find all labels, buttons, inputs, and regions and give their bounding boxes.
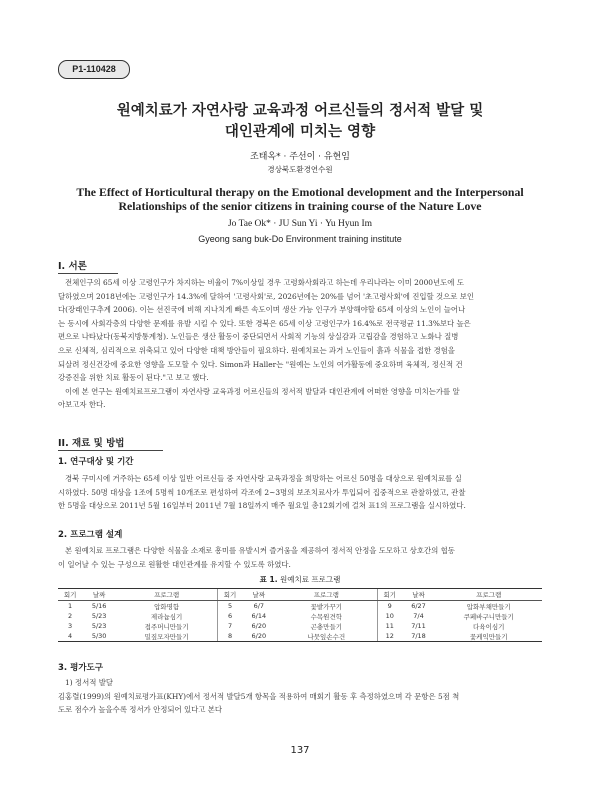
- table-cell: 접주머니만들기: [144, 622, 189, 631]
- text-line: 경북 구미시에 거주하는 65세 이상 일반 어르신들 중 자연사랑 교육과정을 희망하는 어르신 50명을 대상으로 원예치료를 실: [65, 474, 462, 483]
- english-title-line: The Effect of Horticultural therapy on the Emotional development and the Interpersonal: [76, 185, 524, 199]
- table-header: 날짜: [242, 589, 276, 601]
- table-header-row: [58, 589, 542, 601]
- table-cell: 2: [68, 612, 73, 620]
- table-cell: 7/4: [413, 612, 424, 620]
- text-line: 달하였으며 2018년에는 고령인구가 14.3%에 달하여 '고령사회'로, 2026년에는 20%를 넘어 '초고령사회'에 진입할 것으로 보인: [58, 291, 475, 301]
- table-caption: [0, 574, 600, 585]
- table-cell: 6/20: [242, 631, 276, 642]
- text-line: 이에 본 연구는 원예치료프로그램이 자연사랑 교육과정 어르신들의 정서적 발달과 대인관계에 어떠한 영향을 미치는가를 알: [65, 386, 460, 396]
- table-cell: 8: [218, 631, 242, 642]
- table-cell: 12: [377, 631, 401, 642]
- table-row: [58, 611, 542, 621]
- table-header: 프로그램: [276, 589, 378, 601]
- english-title: [20, 186, 580, 213]
- text-line: 강증진을 위한 치료 활동이 된다."고 보고 했다.: [58, 373, 209, 383]
- paper-id-badge: P1-110428: [58, 60, 130, 79]
- table-cell: 5: [218, 601, 242, 612]
- table-row: [58, 631, 542, 642]
- table-cell: 6/14: [251, 612, 267, 620]
- table-header: 프로그램: [116, 589, 218, 601]
- evaluation-paragraph: [58, 676, 542, 717]
- text-line: 되살려 정신건강에 중요한 영향을 도모할 수 있다. Simon과 Haller는 "원예는 노인의 여가활동에 중요하며 육체적, 정신적 건: [58, 359, 463, 369]
- table-cell: 압화명함: [154, 602, 180, 611]
- text-line: 김홍렬(1999)의 원예치료평가표(KHY)에서 정서적 발달5개 항목을 적용하여 매회기 활동 후 측정하였으며 각 문항은 5점 척: [58, 691, 460, 701]
- section-heading-intro: I. 서론: [58, 261, 87, 272]
- program-paragraph: [58, 544, 542, 571]
- table-cell: 3: [68, 622, 73, 630]
- table-header: 날짜: [402, 589, 436, 601]
- text-line: 으로 신체적, 심리적으로 위축되고 있어 다양한 대책 방안들이 필요하다. 원예치료는 과거 노인들이 흙과 식물을 접한 경험을: [58, 345, 455, 355]
- table-cell: 6/20: [251, 622, 267, 630]
- table-cell: 9: [377, 601, 401, 612]
- table-header: 회기: [218, 589, 242, 601]
- table-cell: 11: [377, 621, 401, 631]
- table-cell: 5/16: [91, 602, 107, 610]
- table-header: 프로그램: [435, 589, 542, 601]
- program-table: [58, 588, 542, 642]
- subheading-program: 2. 프로그램 설계: [58, 530, 123, 540]
- section-heading-methods: II. 재료 및 방법: [58, 438, 125, 449]
- table-cell: 10: [377, 611, 401, 621]
- section-underline: [58, 273, 118, 274]
- section-underline: [58, 450, 163, 451]
- table-cell: 나뭇잎손수건: [276, 631, 378, 642]
- intro-paragraph: [58, 276, 542, 412]
- subheading-evaluation: 3. 평가도구: [58, 663, 103, 673]
- table-cell: 쿠페바구니만들기: [463, 612, 514, 621]
- text-line: 편으로 나타났다(동북지방통계청). 노인들은 생산 활동이 중단되면서 사회적 기능의 상실감과 고립감을 경험하고 노화나 질병: [58, 332, 459, 342]
- table-cell: 6: [218, 611, 242, 621]
- korean-title: [40, 100, 560, 142]
- text-line: 도로 점수가 높을수록 정서가 안정되어 있다고 본다: [58, 705, 223, 715]
- table-cell: 꽃케익만들기: [435, 631, 542, 642]
- page-number: 137: [290, 745, 310, 756]
- table-cell: 1: [68, 602, 73, 610]
- table-cell: 7/18: [402, 631, 436, 642]
- korean-title-line: 원예치료가 자연사랑 교육과정 어르신들의 정서적 발달 및: [116, 102, 484, 119]
- text-line: 다(장래인구추계 2006). 이는 선진국에 비해 지나치게 빠른 속도이며 생산 가능 인구가 부양해야할 65세 이상의 노인이 늘어나: [58, 305, 466, 315]
- subjects-paragraph: [58, 472, 542, 513]
- table-header: 회기: [377, 589, 401, 601]
- text-line: 전체인구의 65세 이상 고령인구가 차지하는 비율이 7%이상일 경우 고령화사회라고 하는데 우리나라는 이미 2000년도에 도: [65, 278, 464, 287]
- table-cell: 7/11: [411, 622, 426, 630]
- table-cell: 7: [218, 621, 242, 631]
- text-line: 시하였다. 50명 대상을 1조에 5명씩 10개조로 편성하여 각조에 2~3명의 보조치료사가 투입되어 집중적으로 관찰하였고, 관찰: [58, 487, 466, 497]
- table-cell: 꽃밭가꾸기: [310, 602, 343, 611]
- table-cell: 압화부채만들기: [466, 602, 511, 611]
- text-line: 본 원예치료 프로그램은 다양한 식물을 소재로 흥미를 유발시켜 즐거움을 제공하여 정서적 안정을 도모하고 상호간의 협동: [65, 546, 455, 555]
- table-cell: 밀짚모자만들기: [116, 631, 218, 642]
- table-caption-label: 표 1.: [259, 575, 278, 584]
- table-cell: 제라늄심기: [150, 612, 183, 621]
- table-row: [58, 621, 542, 631]
- table-header: 날짜: [82, 589, 116, 601]
- table-cell: 6/7: [253, 602, 265, 610]
- english-affiliation: Gyeong sang buk-Do Environment training institute: [198, 234, 402, 244]
- korean-affiliation: 경상북도환경연수원: [267, 165, 333, 174]
- table-cell: 다육이심기: [473, 622, 505, 631]
- subheading-subjects: 1. 연구대상 및 기간: [58, 457, 134, 467]
- korean-title-line: 대인관계에 미치는 영향: [224, 123, 376, 140]
- table-cell: 4: [58, 631, 82, 642]
- english-authors: Jo Tae Ok* · JU Sun Yi · Yu Hyun Im: [227, 219, 373, 229]
- table-header: 회기: [58, 589, 82, 601]
- table-caption-text: 원예치료 프로그램: [279, 575, 341, 584]
- korean-authors: 조태옥* · 주선이 · 유현임: [250, 152, 350, 162]
- text-line: 이 일어날 수 있는 구성으로 원활한 대인관계를 유지할 수 있도록 하였다.: [58, 559, 291, 569]
- table-cell: 5/30: [82, 631, 116, 642]
- table-cell: 5/23: [91, 622, 107, 630]
- table-cell: 수목원견학: [310, 612, 343, 621]
- table-row: [58, 601, 542, 612]
- text-line: 한 5명을 대상으로 2011년 5월 16일부터 2011년 7월 18일까지 매주 월요일 총12회기에 걸쳐 표1의 프로그램을 실시하였다.: [58, 501, 466, 511]
- text-line: 아보고자 한다.: [58, 400, 106, 410]
- text-line: 1) 정서적 발달: [65, 678, 113, 687]
- english-title-line: Relationships of the senior citizens in training course of the Nature Love: [118, 198, 482, 213]
- table-cell: 5/23: [91, 612, 107, 620]
- table-cell: 6/27: [411, 602, 426, 610]
- text-line: 는 동시에 사회각층의 다양한 문제를 유발 시킬 수 있다. 또한 경북은 65세 이상 고령인구가 16.4%로 전국평균 11.3%보다 높은: [58, 318, 471, 328]
- table-cell: 곤충만들기: [310, 622, 343, 631]
